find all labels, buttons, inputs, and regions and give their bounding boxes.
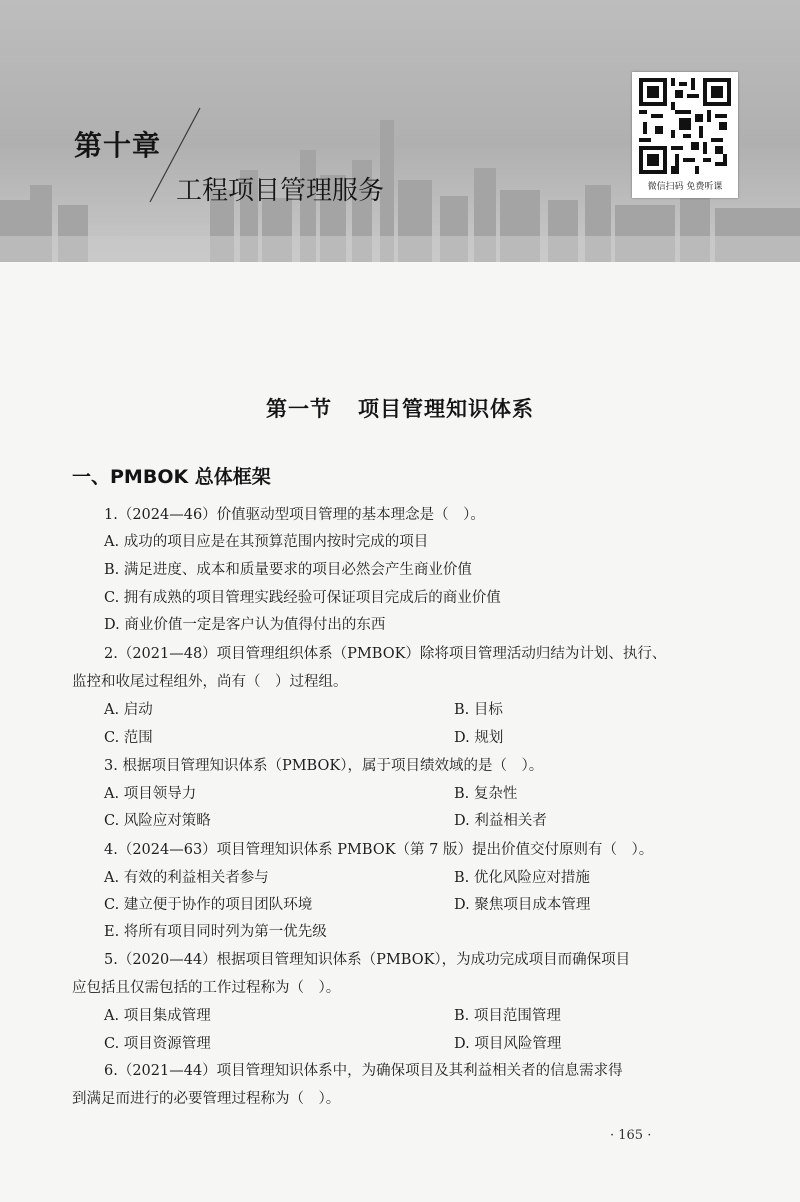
question-3-option-c: C. 风险应对策略 — [104, 813, 211, 829]
qr-code-icon — [639, 78, 731, 174]
question-1-option-d: D. 商业价值一定是客户认为值得付出的东西 — [104, 617, 386, 633]
question-3-option-b: B. 复杂性 — [454, 786, 518, 802]
question-5-stem-line-2: 应包括且仅需包括的工作过程称为（ ）。 — [72, 980, 341, 996]
question-5-option-c: C. 项目资源管理 — [104, 1036, 211, 1052]
question-2-option-a: A. 启动 — [104, 702, 153, 718]
question-6-stem-line-2: 到满足而进行的必要管理过程称为（ ）。 — [72, 1091, 341, 1107]
question-4-stem: 4.（2024—63）项目管理知识体系 PMBOK（第 7 版）提出价值交付原则有（ ）。 — [104, 842, 654, 858]
question-4-option-c: C. 建立便于协作的项目团队环境 — [104, 897, 313, 913]
question-1-option-a: A. 成功的项目应是在其预算范围内按时完成的项目 — [104, 534, 429, 550]
qr-code-caption: 微信扫码 免费听课 — [647, 182, 723, 192]
question-2-option-b: B. 目标 — [454, 702, 503, 718]
question-4-option-a: A. 有效的利益相关者参与 — [104, 870, 269, 886]
chapter-number: 第十章 — [74, 129, 162, 162]
question-3-stem: 3. 根据项目管理知识体系（PMBOK），属于项目绩效域的是（ ）。 — [104, 758, 544, 774]
question-4-option-b: B. 优化风险应对措施 — [454, 870, 590, 886]
question-2-option-d: D. 规划 — [454, 730, 504, 746]
question-4-option-d: D. 聚焦项目成本管理 — [454, 897, 591, 913]
qr-code-card[interactable] — [632, 72, 738, 198]
page-number: · 165 · — [610, 1128, 652, 1143]
question-2-stem-line-2: 监控和收尾过程组外，尚有（ ）过程组。 — [72, 674, 348, 690]
question-5-option-a: A. 项目集成管理 — [104, 1008, 211, 1024]
question-4-option-e: E. 将所有项目同时列为第一优先级 — [104, 924, 327, 940]
question-1-option-b: B. 满足进度、成本和质量要求的项目必然会产生商业价值 — [104, 562, 472, 578]
question-5-option-d: D. 项目风险管理 — [454, 1036, 562, 1052]
question-5-stem-line-1: 5.（2020—44）根据项目管理知识体系（PMBOK），为成功完成项目而确保项目 — [104, 952, 631, 968]
question-3-option-d: D. 利益相关者 — [454, 813, 547, 829]
question-2-stem-line-1: 2.（2021—48）项目管理组织体系（PMBOK）除将项目管理活动归结为计划、执行、 — [104, 646, 667, 662]
question-3-option-a: A. 项目领导力 — [104, 786, 197, 802]
question-2-option-c: C. 范围 — [104, 730, 153, 746]
question-1-stem: 1.（2024—46）价值驱动型项目管理的基本理念是（ ）。 — [104, 507, 485, 523]
subsection-heading: 一、PMBOK 总体框架 — [72, 466, 271, 488]
chapter-banner — [0, 0, 800, 262]
question-1-option-c: C. 拥有成熟的项目管理实践经验可保证项目完成后的商业价值 — [104, 590, 501, 606]
question-6-stem-line-1: 6.（2021—44）项目管理知识体系中，为确保项目及其利益相关者的信息需求得 — [104, 1063, 623, 1079]
question-5-option-b: B. 项目范围管理 — [454, 1008, 561, 1024]
chapter-title: 工程项目管理服务 — [176, 176, 385, 206]
section-title: 项目管理知识体系 — [358, 397, 534, 421]
section-number: 第一节 — [266, 397, 332, 421]
section-heading — [0, 393, 800, 423]
